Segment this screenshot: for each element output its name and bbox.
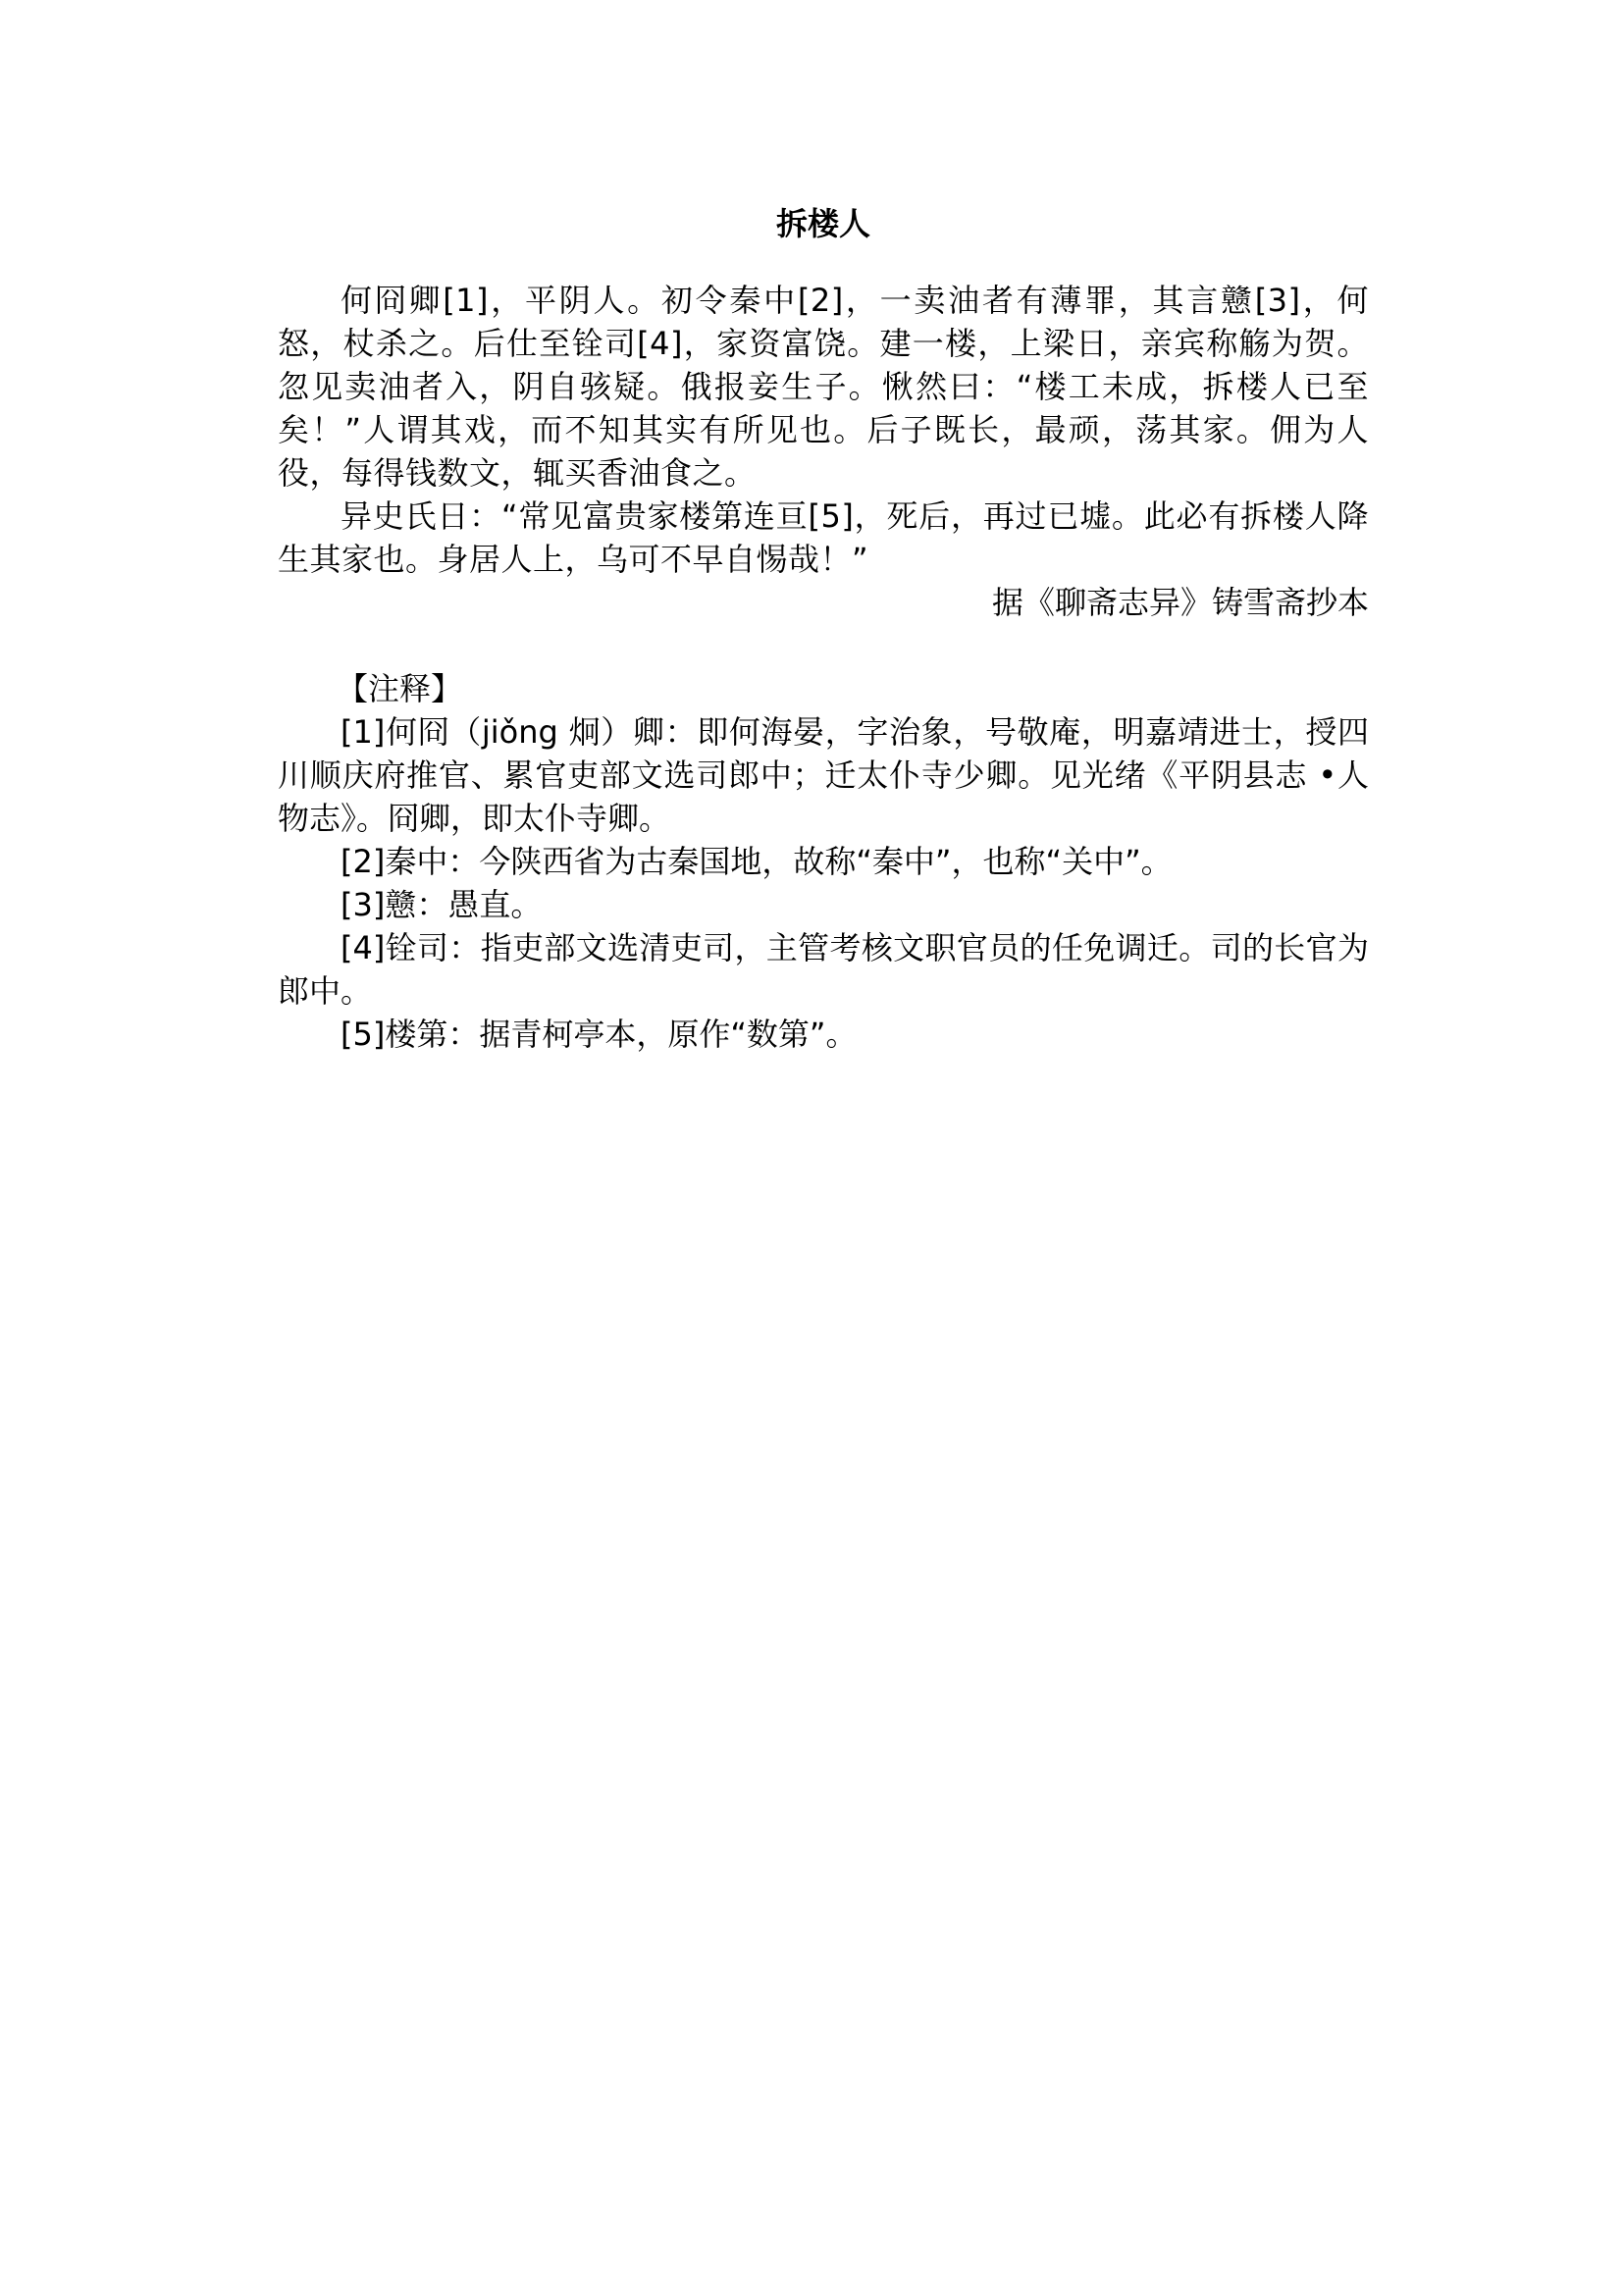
notes-heading: 【注释】 [337,670,463,707]
source-citation: 据《聊斋志异》铸雪斋抄本 [991,584,1369,621]
note-item: [3]戆：愚直。 [341,886,543,923]
body-paragraph-1: 何冏卿[1]，平阴人。初令秦中[2]，一卖油者有薄罪，其言戆[3]，何怒，杖杀之。后仕至铨司[4]，家资富饶。建一楼，上梁日，亲宾称觞为贺。忽见卖油者入，阴自骇疑。俄报妾生子。愀然曰：“楼工未成，拆楼人已至矣！”人谓其戏，而不知其实有所见也。后子既长，最顽，荡其家。佣为人役，每得钱数文，辄买香油食之。 [278,282,1369,492]
document-title: 拆楼人 [775,205,870,242]
note-item: [4]铨司：指吏部文选清吏司，主管考核文职官员的任免调迁。司的长官为郎中。 [278,929,1369,1010]
document-page [278,196,1369,1056]
main-text [278,279,1369,624]
note-item: [1]何冏（jiǒng 炯）卿：即何海晏，字治象，号敬庵，明嘉靖进士，授四川顺庆府推官、累官吏部文选司郎中；迁太仆寺少卿。见光绪《平阴县志 •人物志》。冏卿，即太仆寺卿。 [278,713,1369,837]
notes-section [278,667,1369,1056]
body-paragraph-2: 异史氏日：“常见富贵家楼第连亘[5]，死后，再过已墟。此必有拆楼人降生其家也。身居人上，乌可不早自惕哉！” [278,497,1369,578]
note-item: [5]楼第：据青柯亭本，原作“数第”。 [341,1016,858,1053]
note-item: [2]秦中：今陕西省为古秦国地，故称“秦中”，也称“关中”。 [341,843,1173,880]
